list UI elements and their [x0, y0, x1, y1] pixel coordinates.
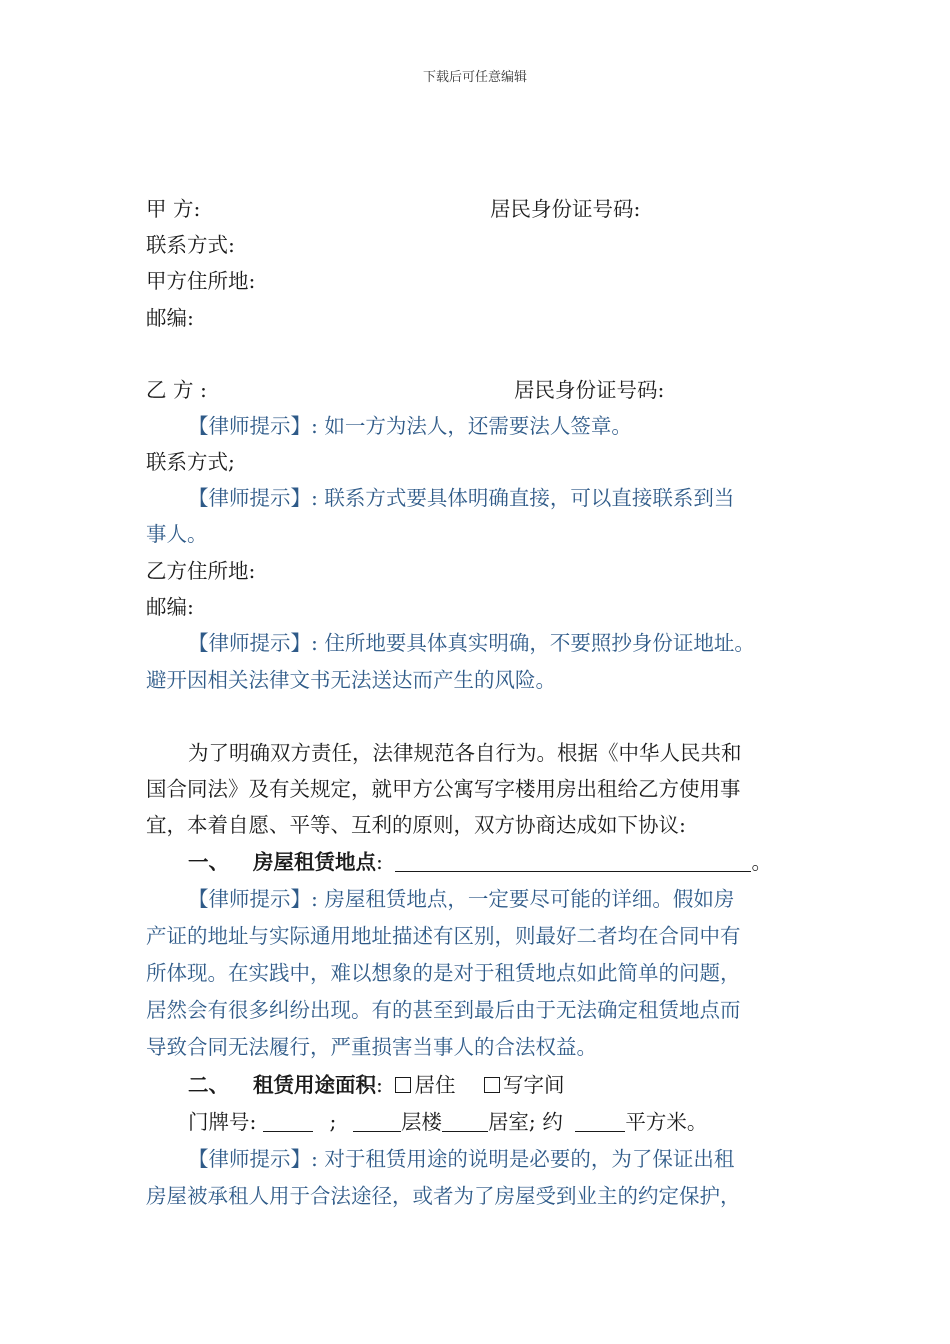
area-label: 平方米。 [625, 1110, 708, 1134]
section-1-heading [188, 848, 772, 876]
party-b-label: 乙 方 : [146, 378, 207, 402]
tip-tag: 【律师提示】 [188, 887, 311, 911]
page-header: 下载后可任意编辑 [422, 70, 527, 85]
lawyer-tip-4-l3: 所体现。在实践中，难以想象的是对于租赁地点如此简单的问题， [146, 961, 741, 985]
colon: : [376, 1073, 383, 1097]
option-residence-label: 居住 [414, 1073, 456, 1097]
lawyer-tip-3 [188, 629, 755, 657]
party-b-contact: 联系方式; [146, 450, 235, 474]
intro-line-2: 国合同法》及有关规定，就甲方公寓写字楼用房出租给乙方使用事 [146, 777, 741, 801]
party-a-label: 甲 方: [146, 197, 201, 221]
room-blank[interactable] [442, 1111, 488, 1132]
checkbox-office[interactable] [484, 1077, 500, 1093]
area-blank[interactable] [575, 1111, 625, 1132]
lawyer-tip-1 [188, 412, 632, 440]
party-b-id-label: 居民身份证号码: [514, 378, 665, 402]
tip-tag: 【律师提示】 [188, 486, 311, 510]
party-a-address: 甲方住所地: [146, 269, 256, 293]
door-number-blank[interactable] [263, 1111, 313, 1132]
room-label: 居室; 约 [487, 1110, 563, 1134]
lawyer-tip-4-l5: 导致合同无法履行，严重损害当事人的合法权益。 [146, 1035, 597, 1059]
party-a-contact: 联系方式: [146, 233, 235, 257]
tip-text: : 房屋租赁地点，一定要尽可能的详细。假如房 [311, 887, 735, 911]
floor-label: 层楼 [400, 1110, 442, 1134]
party-a-id-label: 居民身份证号码: [490, 197, 641, 221]
party-a-postcode: 邮编: [146, 306, 194, 330]
location-blank[interactable] [395, 851, 751, 872]
lawyer-tip-4-l4: 居然会有很多纠纷出现。有的甚至到最后由于无法确定租赁地点而 [146, 998, 741, 1022]
intro-line-3: 宜，本着自愿、平等、互利的原则，双方协商达成如下协议: [146, 813, 686, 837]
floor-blank[interactable] [353, 1111, 401, 1132]
lawyer-tip-5-l2: 房屋被承租人用于合法途径，或者为了房屋受到业主的约定保护， [146, 1184, 741, 1208]
tip-tag: 【律师提示】 [188, 631, 311, 655]
lawyer-tip-2-cont: 事人。 [146, 522, 208, 546]
door-number-line [188, 1108, 707, 1136]
tip-tag: 【律师提示】 [188, 1147, 311, 1171]
section-2-number: 二、 [188, 1073, 229, 1097]
period: 。 [751, 850, 772, 874]
section-2-title: 租赁用途面积 [253, 1073, 376, 1097]
lawyer-tip-4 [188, 885, 734, 913]
section-1-title: 房屋租赁地点 [253, 850, 376, 874]
party-b-postcode: 邮编: [146, 595, 194, 619]
lawyer-tip-3-cont: 避开因相关法律文书无法送达而产生的风险。 [146, 668, 556, 692]
intro-line-1: 为了明确双方责任，法律规范各自行为。根据《中华人民共和 [188, 741, 742, 765]
lawyer-tip-5 [188, 1145, 734, 1173]
tip-text: : 如一方为法人，还需要法人签章。 [311, 414, 632, 438]
section-1-number: 一、 [188, 850, 229, 874]
door-number-label: 门牌号: [188, 1110, 257, 1134]
option-office-label: 写字间 [502, 1073, 565, 1097]
lawyer-tip-2 [188, 484, 734, 512]
separator: ; [329, 1110, 337, 1134]
lawyer-tip-4-l2: 产证的地址与实际通用地址描述有区别，则最好二者均在合同中有 [146, 924, 741, 948]
tip-tag: 【律师提示】 [188, 414, 311, 438]
tip-text: : 住所地要具体真实明确，不要照抄身份证地址。 [311, 631, 755, 655]
colon: : [376, 850, 383, 874]
tip-text: : 对于租赁用途的说明是必要的，为了保证出租 [311, 1147, 735, 1171]
party-b-address: 乙方住所地: [146, 559, 256, 583]
section-2-heading [188, 1071, 564, 1099]
checkbox-residence[interactable] [395, 1077, 411, 1093]
tip-text: : 联系方式要具体明确直接，可以直接联系到当 [311, 486, 735, 510]
